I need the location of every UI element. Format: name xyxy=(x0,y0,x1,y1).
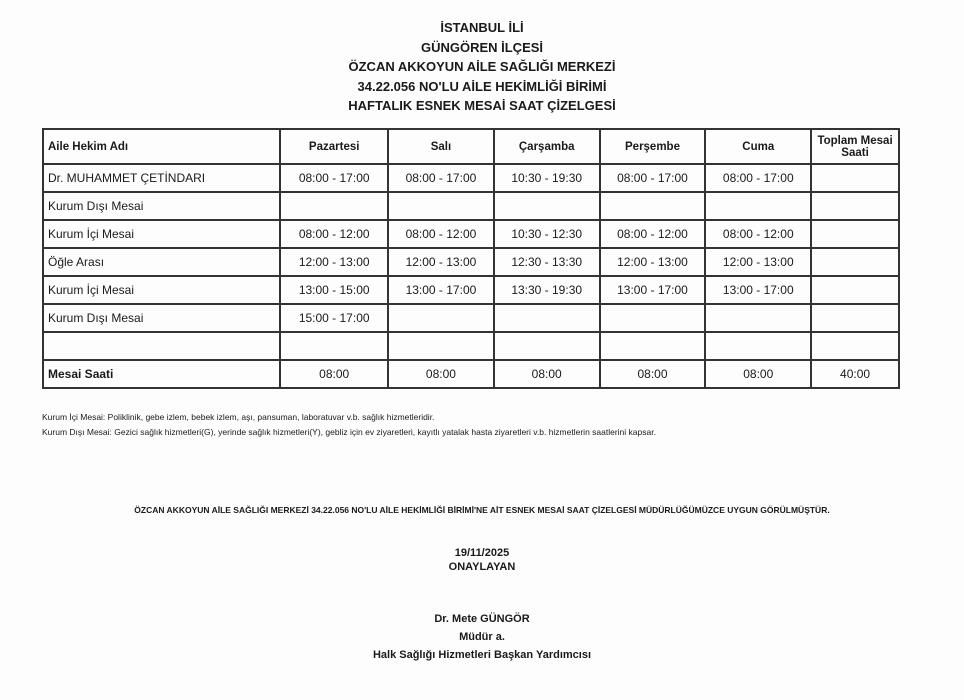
time-cell: 08:00 - 17:00 xyxy=(280,164,388,192)
table-row xyxy=(43,164,899,192)
column-header: Çarşamba xyxy=(494,129,600,164)
note-kurum-ici: Kurum İçi Mesai: Poliklinik, gebe izlem, bebek izlem, aşı, pansuman, laboratuvar v.b. sağlık hizmetleridir. xyxy=(42,412,435,422)
table-row xyxy=(43,192,899,220)
time-cell xyxy=(494,192,600,220)
time-cell: 08:00 - 17:00 xyxy=(600,164,706,192)
column-header: Perşembe xyxy=(600,129,706,164)
column-header: Salı xyxy=(388,129,494,164)
time-cell: 12:00 - 13:00 xyxy=(388,248,494,276)
table-row xyxy=(43,248,899,276)
time-cell: 08:00 - 12:00 xyxy=(600,220,706,248)
time-cell: 08:00 xyxy=(280,360,388,388)
time-cell: 10:30 - 12:30 xyxy=(494,220,600,248)
header-line: ÖZCAN AKKOYUN AİLE SAĞLIĞI MERKEZİ xyxy=(348,59,616,74)
time-cell xyxy=(705,332,811,360)
time-cell xyxy=(494,332,600,360)
time-cell: 12:00 - 13:00 xyxy=(280,248,388,276)
time-cell xyxy=(494,304,600,332)
total-hours-cell: 40:00 xyxy=(811,360,899,388)
time-cell xyxy=(280,192,388,220)
time-cell: 08:00 - 12:00 xyxy=(280,220,388,248)
table-row xyxy=(43,276,899,304)
time-cell xyxy=(600,192,706,220)
time-cell: 13:00 - 15:00 xyxy=(280,276,388,304)
row-label: Mesai Saati xyxy=(43,360,280,388)
time-cell xyxy=(600,304,706,332)
total-hours-cell xyxy=(811,220,899,248)
approval-block xyxy=(0,546,964,574)
table-header-row xyxy=(43,129,899,164)
time-cell: 15:00 - 17:00 xyxy=(280,304,388,332)
signer-title: Müdür a. xyxy=(459,631,505,643)
time-cell: 13:00 - 17:00 xyxy=(600,276,706,304)
notes xyxy=(42,410,656,440)
table-row xyxy=(43,304,899,332)
schedule-table xyxy=(42,128,900,389)
total-hours-cell xyxy=(811,304,899,332)
total-hours-cell xyxy=(811,332,899,360)
table-row xyxy=(43,332,899,360)
time-cell: 08:00 xyxy=(388,360,494,388)
column-header: Pazartesi xyxy=(280,129,388,164)
time-cell xyxy=(705,192,811,220)
signer-name: Dr. Mete GÜNGÖR xyxy=(434,613,530,625)
time-cell: 12:30 - 13:30 xyxy=(494,248,600,276)
time-cell: 08:00 xyxy=(705,360,811,388)
column-header: Cuma xyxy=(705,129,811,164)
time-cell: 12:00 - 13:00 xyxy=(705,248,811,276)
note-kurum-disi: Kurum Dışı Mesai: Gezici sağlık hizmetleri(G), yerinde sağlık hizmetleri(Y), gebliz için ev ziyaretleri, kayıtlı yatalak hasta ziyaretleri v.b. hizmetlerin saatlerini kapsar. xyxy=(42,427,656,437)
time-cell: 08:00 xyxy=(600,360,706,388)
table-row xyxy=(43,220,899,248)
header-line: İSTANBUL İLİ xyxy=(440,20,524,35)
document-title: HAFTALIK ESNEK MESAİ SAAT ÇİZELGESİ xyxy=(348,98,616,113)
row-label: Kurum Dışı Mesai xyxy=(43,304,280,332)
time-cell: 08:00 - 12:00 xyxy=(705,220,811,248)
time-cell xyxy=(280,332,388,360)
time-cell: 08:00 - 17:00 xyxy=(388,164,494,192)
document-header xyxy=(0,18,964,116)
row-label: Kurum Dışı Mesai xyxy=(43,192,280,220)
time-cell: 10:30 - 19:30 xyxy=(494,164,600,192)
header-line: 34.22.056 NO'LU AİLE HEKİMLİĞİ BİRİMİ xyxy=(357,78,607,94)
row-label: Kurum İçi Mesai xyxy=(43,220,280,248)
total-row xyxy=(43,360,899,388)
time-cell: 13:00 - 17:00 xyxy=(705,276,811,304)
signature-block xyxy=(0,610,964,664)
signer-position: Halk Sağlığı Hizmetleri Başkan Yardımcısı xyxy=(372,649,592,661)
total-hours-cell xyxy=(811,276,899,304)
row-label xyxy=(43,332,280,360)
column-header: Toplam Mesai Saati xyxy=(811,129,899,164)
approver-label: ONAYLAYAN xyxy=(448,561,516,573)
time-cell: 13:30 - 19:30 xyxy=(494,276,600,304)
column-header: Aile Hekim Adı xyxy=(43,129,280,164)
time-cell xyxy=(388,304,494,332)
header-line: GÜNGÖREN İLÇESİ xyxy=(420,39,544,55)
time-cell: 08:00 - 12:00 xyxy=(388,220,494,248)
total-hours-cell xyxy=(811,248,899,276)
time-cell xyxy=(705,304,811,332)
row-label: Dr. MUHAMMET ÇETİNDARI xyxy=(43,164,280,192)
time-cell xyxy=(388,192,494,220)
time-cell xyxy=(388,332,494,360)
approval-statement: ÖZCAN AKKOYUN AİLE SAĞLIĞI MERKEZİ 34.22.056 NO'LU AİLE HEKİMLİĞİ BİRİMİ'NE AİT ESNEK MESAİ SAAT ÇİZELGESİ MÜDÜRLÜĞÜMÜZCE UYGUN GÖRÜLMÜŞTÜR. xyxy=(134,505,830,515)
time-cell: 08:00 xyxy=(494,360,600,388)
row-label: Kurum İçi Mesai xyxy=(43,276,280,304)
total-hours-cell xyxy=(811,192,899,220)
approval-date: 19/11/2025 xyxy=(454,547,510,559)
time-cell: 08:00 - 17:00 xyxy=(705,164,811,192)
time-cell: 13:00 - 17:00 xyxy=(388,276,494,304)
total-hours-cell xyxy=(811,164,899,192)
time-cell xyxy=(600,332,706,360)
row-label: Öğle Arası xyxy=(43,248,280,276)
time-cell: 12:00 - 13:00 xyxy=(600,248,706,276)
